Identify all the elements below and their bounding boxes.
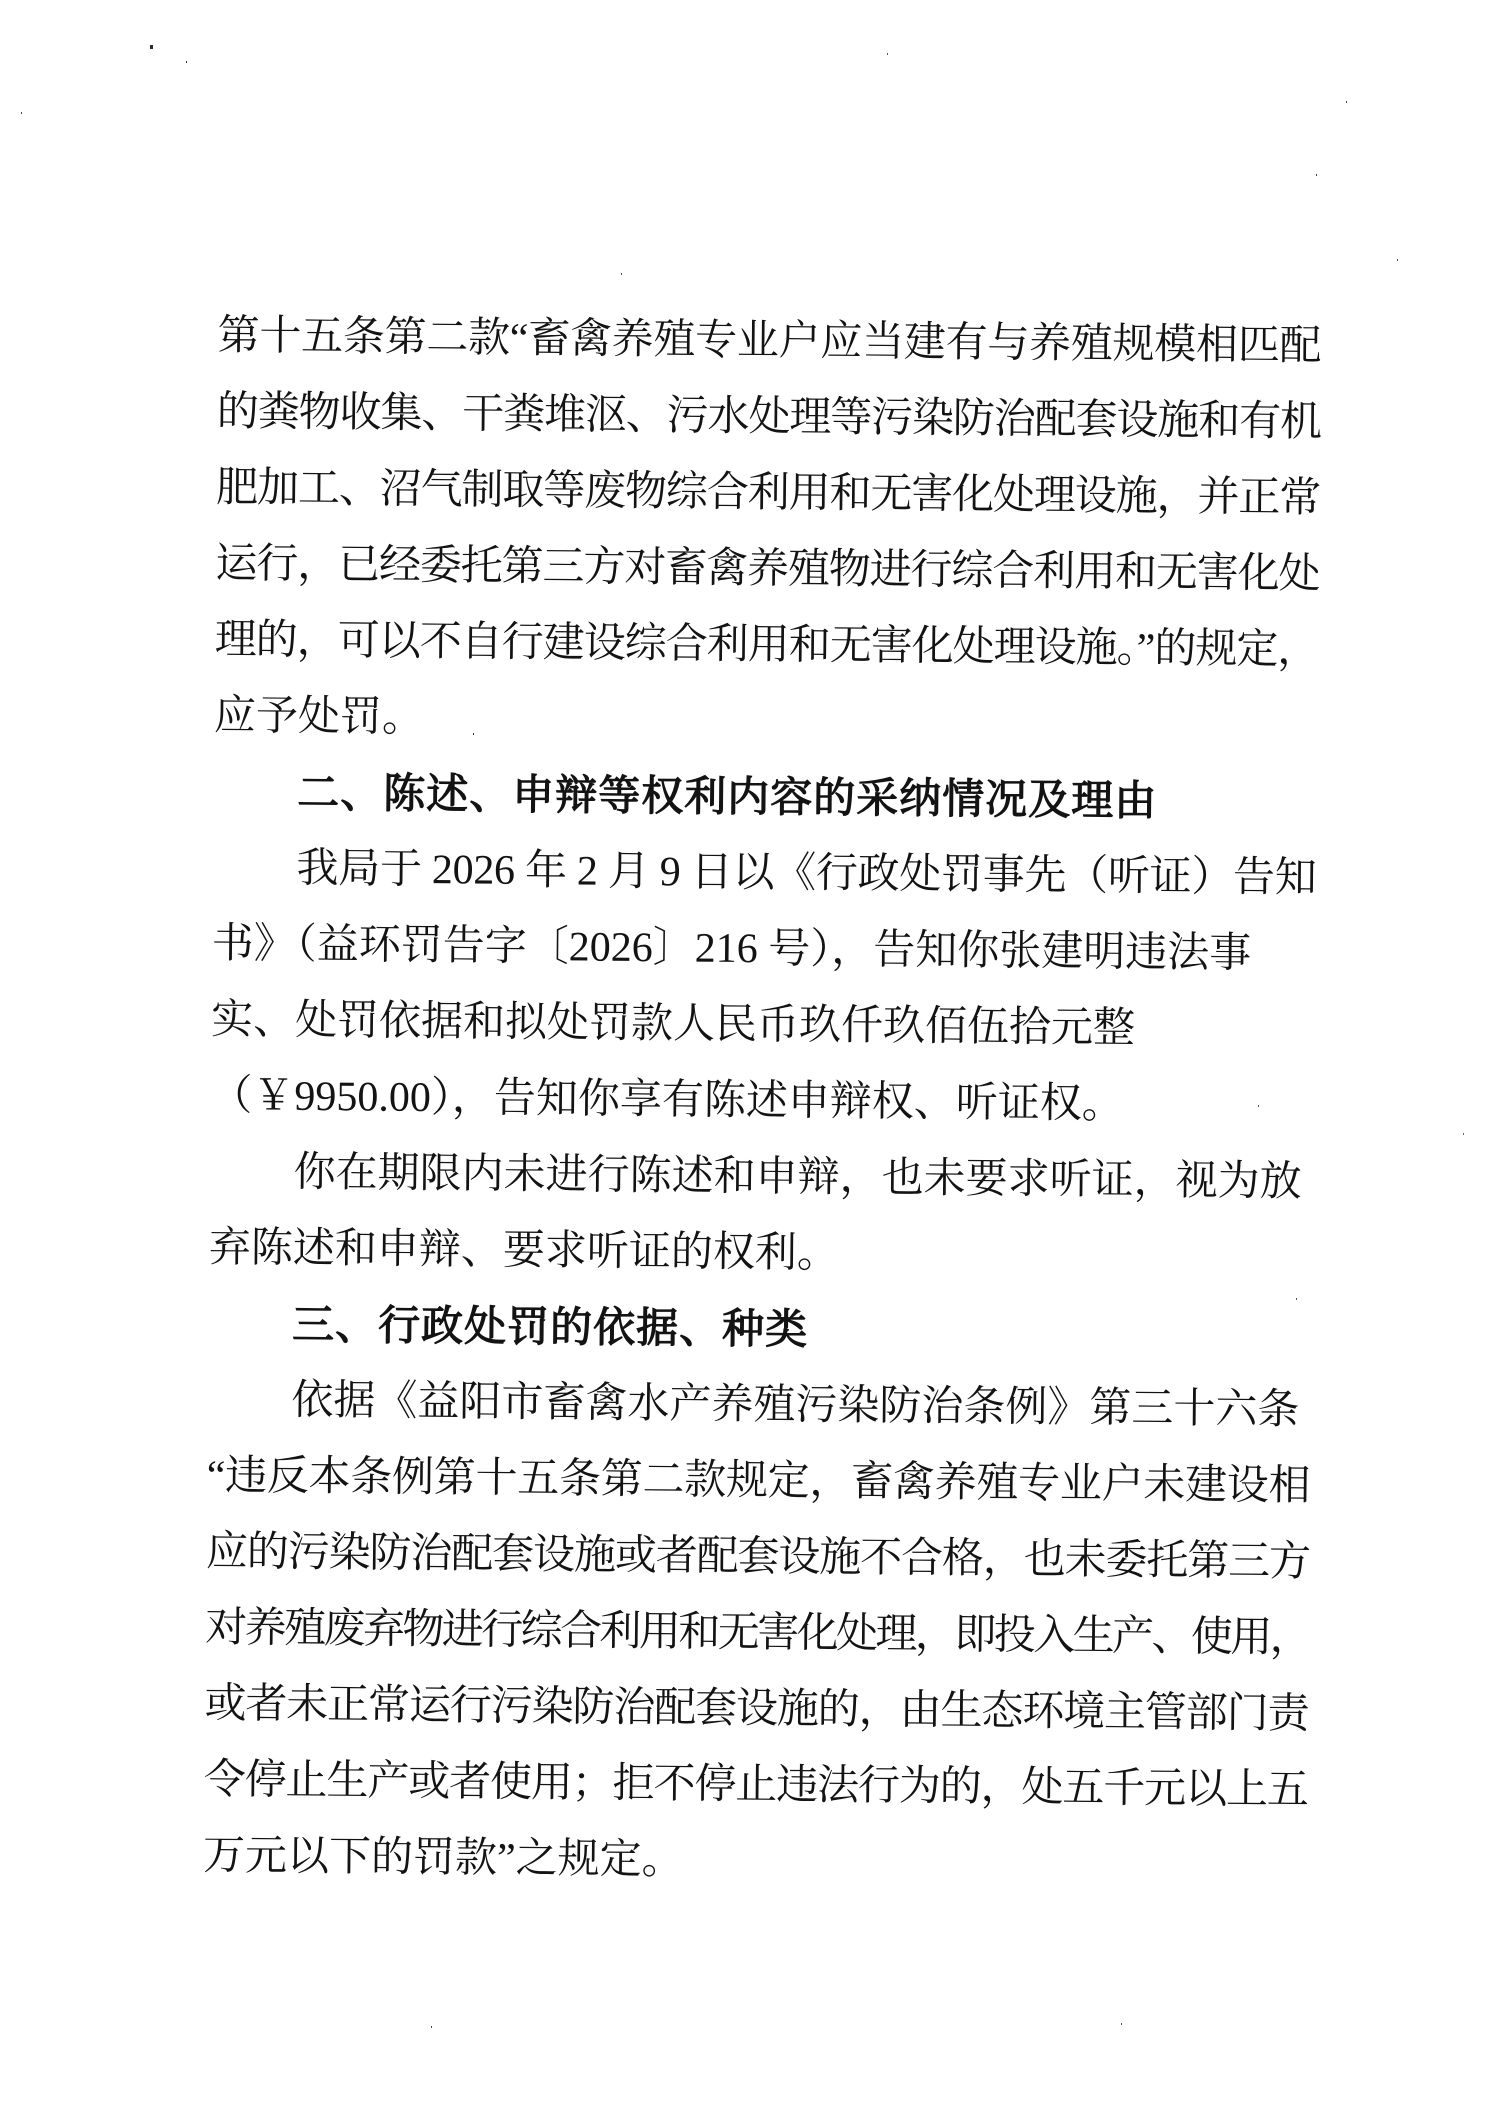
text-line: 书》（益环罚告字〔2026〕216 号），告知你张建明违法事	[211, 920, 1252, 977]
text-line: 应予处罚。	[213, 692, 425, 741]
text-line: 或者未正常运行污染防治配套设施的，由生态环境主管部门责	[204, 1680, 1309, 1738]
text-line: 实、处罚依据和拟处罚款人民币玖仟玖佰伍拾元整	[210, 996, 1136, 1052]
text-line: 你在期限内未进行陈述和申辩，也未要求听证，视为放	[293, 1149, 1302, 1206]
text-line: 的粪物收集、干粪堆沤、污水处理等污染防治配套设施和有机	[216, 388, 1322, 446]
text-line: 令停止生产或者使用；拒不停止违法行为的，处五千元以上五	[203, 1756, 1308, 1814]
document-text-block	[203, 298, 1322, 1905]
section-heading: 二、陈述、申辩等权利内容的采纳情况及理由	[297, 768, 1158, 825]
text-line: “违反本条例第十五条第二款规定，畜禽养殖专业户未建设相	[206, 1452, 1311, 1510]
scan-speckle-noise	[150, 45, 153, 49]
text-line: 万元以下的罚款”之规定。	[202, 1832, 684, 1884]
text-line: 第十五条第二款“畜禽养殖专业户应当建有与养殖规模相匹配	[217, 312, 1322, 370]
text-line: 应的污染防治配套设施或者配套设施不合格，也未委托第三方	[205, 1528, 1311, 1586]
text-line: 理的，可以不自行建设综合利用和无害化处理设施。”的规定，	[214, 616, 1319, 674]
text-line: （￥9950.00），告知你享有陈述申辩权、听证权。	[210, 1072, 1125, 1128]
section-heading: 三、行政处罚的依据、种类	[291, 1300, 809, 1353]
text-line: 弃陈述和申辩、要求听证的权利。	[208, 1224, 840, 1278]
text-line: 我局于 2026 年 2 月 9 日以《行政处罚事先（听证）告知	[296, 845, 1317, 902]
text-line: 肥加工、沼气制取等废物综合利用和无害化处理设施，并正常	[215, 464, 1321, 522]
text-line: 依据《益阳市畜禽水产养殖污染防治条例》第三十六条	[291, 1377, 1300, 1434]
text-line: 对养殖废弃物进行综合利用和无害化处理，即投入生产、使用，	[205, 1604, 1310, 1662]
text-line: 运行，已经委托第三方对畜禽养殖物进行综合利用和无害化处	[215, 540, 1320, 598]
